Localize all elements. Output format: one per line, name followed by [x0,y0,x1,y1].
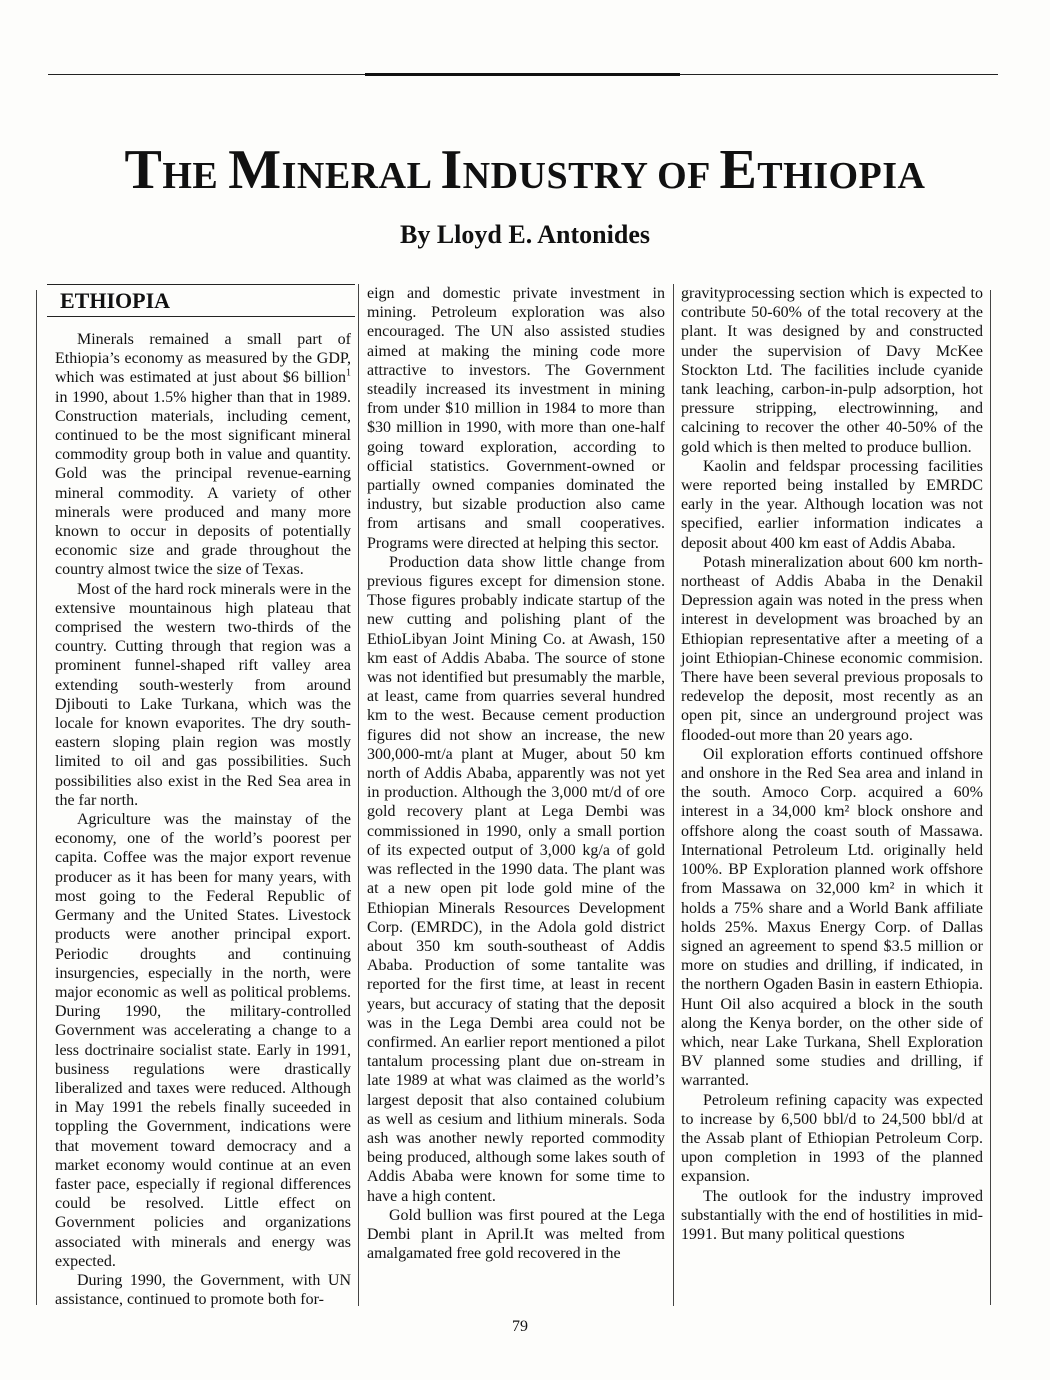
title-word: ETHIOPIA [719,139,926,201]
column-divider-1 [358,284,359,1306]
footnote-marker: 1 [346,368,351,380]
paragraph: Potash mineralization about 600 km north-northeast of Addis Ababa in the Denakil Depression again was noted in the press when interest in development was broached by an Ethiopian representative after a meeting of a joint Ethiopian-Chinese economic commision. There have been several previous proposals to redevelop the deposit, most recently as an open pit, since an underground project was flooded-out more than 20 years ago. [681,553,983,744]
byline: By Lloyd E. Antonides [400,220,650,249]
paragraph: Oil exploration efforts continued offshore and onshore in the Red Sea area and inland in the south. Amoco Corp. acquired a 60% interest in a 34,000 km² block onshore and offshore along the coast south of Massawa. International Petroleum Ltd. originally held 100%. BP Exploration planned work offshore from Massawa on 32,000 km² in which it holds a 75% share and a World Bank affiliate holds 25%. Maxus Energy Corp. of Dallas signed an agreement to spend $3.5 million or more on studies and drilling, if indicated, in the northern Ogaden Basin in eastern Ethiopia. Hunt Oil also acquired a block in the south along the Kenya border, on the other side of which, near Lake Turkana, Shell Exploration BV planned some studies and drilling, if warranted. [681,745,983,1090]
column-3 [681,284,983,1244]
paragraph: Agriculture was the mainstay of the economy, one of the world’s poorest per capita. Coffee was the major export revenue producer as it has been for many years, with most going to the Federal Republic of Germany and the United States. Livestock products were another principal export. Periodic droughts and continuing insurgencies, especially in the north, were major economic as well as political problems. During 1990, the military-controlled Government was accelerating a change to a less doctrinaire socialist state. Early in 1991, business regulations were drastically liberalized and taxes were reduced. Although in May 1991 the rebels finally suceeded in toppling the Government, indications were that movement toward democracy and a market economy would continue at an even faster pace, especially if regional differences could be resolved. Little effect on Government policies and organizations associated with minerals and energy was expected. [55,811,351,1270]
section-box-bottom [47,316,355,317]
paragraph: Kaolin and feldspar processing facilities were reported being installed by EMRDC early in the year. Although location was not specified, earlier information indicates a deposit about 400 km east of Addis Ababa. [681,457,983,552]
page-title [0,138,1050,202]
paragraph: Gold bullion was first poured at the Lega Dembi plant in April.It was melted from amalgamated free gold recovered in the [367,1206,665,1263]
column-2 [367,284,665,1263]
paragraph: Most of the hard rock minerals were in the extensive mountainous high plateau that comprised the western two-thirds of the country. Cutting through that region was a prominent funnel-shaped rift valley area extending south-westerly from around Djibouti to Lake Turkana, which was the locale for known evaporites. The dry south-eastern sloping plain region was mostly limited to oil and gas possibilities. Such possibilities also exist in the Red Sea area in the far north. [55,580,351,809]
page-number: 79 [512,1318,528,1335]
column-divider-2 [673,284,674,1306]
paragraph: The outlook for the industry improved substantially with the end of hostilities in mid-1991. But many political questions [681,1187,983,1243]
paragraph: During 1990, the Government, with UN assistance, continued to promote both for- [55,1271,351,1309]
column-divider-left [36,290,37,1305]
paragraph: Minerals remained a small part of Ethiopia’s economy as measured by the GDP, which was estimated at just about $6 billion$^1$ in 1990, about 1.5% higher than that in 1989. Construction materials, including cement, continued to be the most significant mineral commodity group both in value and quantity. Gold was the principal revenue-earning mineral commodity. A variety of other minerals were produced and many more known to occur in deposits of potentially economic size and grade throughout the country almost twice the size of Texas. [55,331,351,579]
paragraph: Production data show little change from previous figures except for dimension stone. Those figures probably indicate startup of the new cutting and polishing plant of the EthioLibyan Joint Mining Co. at Awash, 150 km east of Addis Ababa. The source of stone was not identified but presumably the marble, at least, came from quarries several hundred km to the west. Because cement production figures did not show an increase, the new 300,000-mt/a plant at Muger, about 50 km north of Addis Ababa, apparently was not yet in production. Although the 3,000 mt/d of ore gold recovery plant at Lega Dembi was commissioned in 1990, only a small portion of its expected output of 3,000 kg/a of gold was reflected in the 1990 data. The plant was at a new open pit lode gold mine of the Ethiopian Minerals Resources Development Corp. (EMRDC), in the Adola gold district about 350 km south-southeast of Addis Ababa. Production of some tantalite was reported for the first time, at least in recent years, but accuracy of stating that the deposit was in the Lega Dembi area could not be confirmed. An earlier report mentioned a pilot tantalum processing plant due on-stream in late 1989 at what was claimed as the world’s largest deposit that also contained colubium as well as cesium and lithium minerals. Soda ash was another newly reported commodity being produced, although some lakes south of Addis Ababa were known for some time to have a high content. [367,553,665,1205]
section-box-top [47,284,355,285]
paragraph: eign and domestic private investment in mining. Petroleum exploration was also encouraged. The UN also assisted studies aimed at making the mining code more attractive to investors. The Government steadily increased its investment in mining from under $10 million in 1984 to more than $30 million in 1990, with more than one-half going toward exploration, according to official statistics. Government-owned or partially owned companies dominated the industry, but sizable production also came from artisans and small cooperatives. Programs were directed at helping this sector. [367,285,665,552]
title-word: THE [124,139,229,201]
title-word: MINERAL [228,139,441,201]
paragraph: Petroleum refining capacity was expected to increase by 6,500 bbl/d to 24,500 bbl/d at the Assab plant of Ethiopian Petroleum Corp. upon completion in 1993 of the planned expansion. [681,1091,983,1186]
column-divider-right [990,290,991,1305]
top-rule-accent [365,73,680,76]
title-word: INDUSTRY OF [440,139,720,201]
column-1 [55,330,351,1309]
section-heading: ETHIOPIA [60,288,171,313]
paragraph: gravityprocessing section which is expected to contribute 50-60% of the total recovery at the plant. It was designed by and constructed under the supervision of Davy McKee Stockton Ltd. The facilities include cyanide tank leaching, carbon-in-pulp adsorption, hot pressure stripping, electrowinning, and calcining to recover the other 40-50% of the gold which is then melted to produce bullion. [681,285,983,456]
